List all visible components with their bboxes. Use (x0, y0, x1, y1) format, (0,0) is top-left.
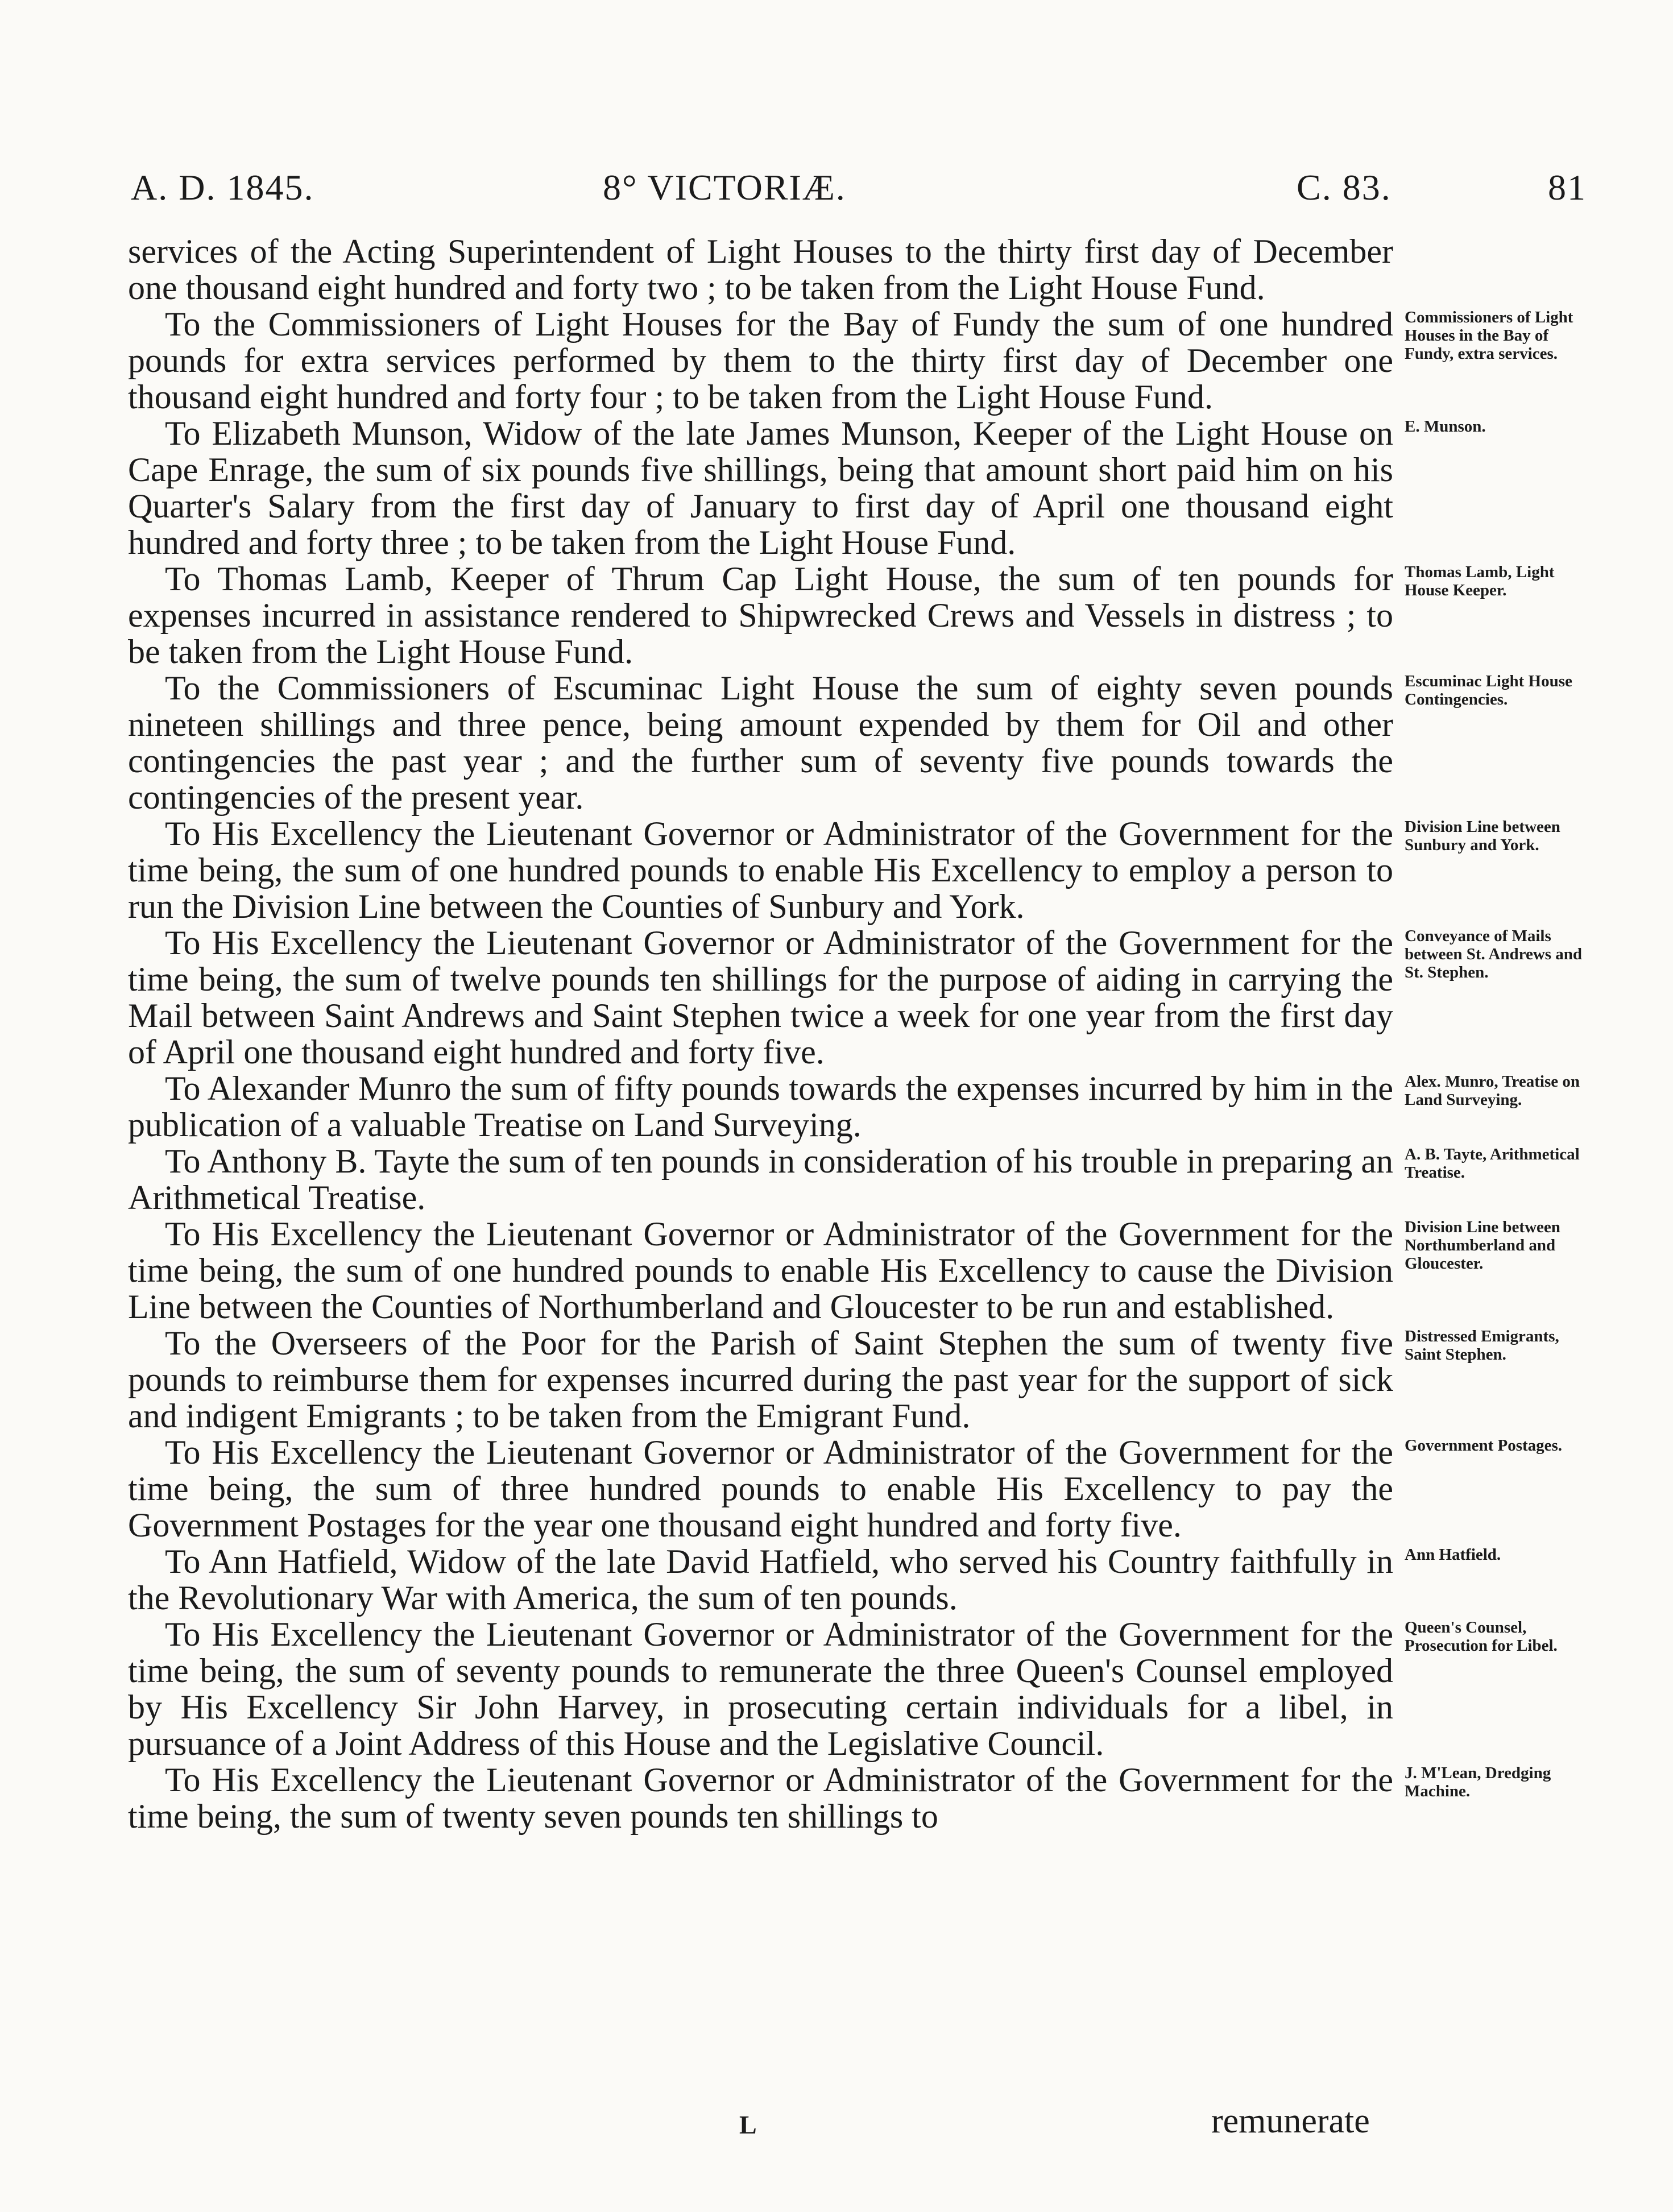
header-chapter: C. 83. (1297, 167, 1392, 208)
paragraph: To His Excellency the Lieutenant Governor or Administrator of the Government for the time being, the sum of one hundred pounds to enable His Excellency to employ a person to run the Division Line between the Counties of Sunbury and York. (128, 815, 1393, 925)
margin-note: Government Postages. (1405, 1436, 1563, 1455)
margin-note: Division Line between Sunbury and York. (1405, 818, 1560, 854)
paragraph: To Thomas Lamb, Keeper of Thrum Cap Light House, the sum of ten pounds for expenses incurred in assistance rendered to Shipwrecked Crews and Vessels in distress ; to be taken from the Light House Fund. (128, 560, 1393, 670)
page-number: 81 (1548, 167, 1587, 208)
paragraph: To His Excellency the Lieutenant Governor or Administrator of the Government for the time being, the sum of seventy pounds to remunerate the three Queen's Counsel employed by His Excellency Sir John Harvey, in prosecuting certain individuals for a libel, in pursuance of a Joint Address of this House and the Legislative Council. (128, 1615, 1393, 1762)
signature-mark: L (739, 2110, 758, 2139)
margin-note: Commissioners of Light Houses in the Bay of Fundy, extra services. (1405, 308, 1573, 363)
paragraph: To Anthony B. Tayte the sum of ten pounds in consideration of his trouble in preparing an Arithmetical Treatise. (128, 1142, 1393, 1216)
margin-note: J. M'Lean, Dredging Machine. (1405, 1764, 1551, 1800)
margin-note: Division Line between Northumberland and Gloucester. (1405, 1218, 1560, 1273)
running-header (131, 162, 1587, 213)
margin-note: E. Munson. (1405, 417, 1486, 436)
paragraph: services of the Acting Superintendent of Light Houses to the thirty first day of December one thousand eight hundred and forty two ; to be taken from the Light House Fund. (128, 233, 1393, 306)
paragraph: To Ann Hatfield, Widow of the late David Hatfield, who served his Country faithfully in the Revolutionary War with America, the sum of ten pounds. (128, 1543, 1393, 1617)
paragraph: To the Overseers of the Poor for the Parish of Saint Stephen the sum of twenty five pounds to reimburse them for expenses incurred during the past year for the support of sick and indigent Emigrants ; to be taken from the Emigrant Fund. (128, 1324, 1393, 1435)
margin-note: Escuminac Light House Contingencies. (1405, 672, 1572, 709)
margin-note: Alex. Munro, Treatise on Land Surveying. (1405, 1072, 1580, 1109)
header-year: A. D. 1845. (131, 167, 314, 208)
paragraph: To His Excellency the Lieutenant Governor or Administrator of the Government for the time being, the sum of twelve pounds ten shillings for the purpose of aiding in carrying the Mail between Saint Andrews and Saint Stephen twice a week for one year from the first day of April one thousand eight hundred and forty five. (128, 924, 1393, 1071)
paragraph: To His Excellency the Lieutenant Governor or Administrator of the Government for the time being, the sum of twenty seven pounds ten shillings to (128, 1761, 1393, 1835)
margin-note: A. B. Tayte, Arithmetical Treatise. (1405, 1145, 1580, 1182)
margin-note: Thomas Lamb, Light House Keeper. (1405, 563, 1555, 599)
paragraph: To the Commissioners of Escuminac Light House the sum of eighty seven pounds nineteen shillings and three pence, being amount expended by them for Oil and other contingencies the past year ; and the further sum of seventy five pounds towards the contingencies of the present year. (128, 669, 1393, 816)
margin-note: Distressed Emigrants, Saint Stephen. (1405, 1327, 1559, 1364)
paragraph: To Elizabeth Munson, Widow of the late James Munson, Keeper of the Light House on Cape Enrage, the sum of six pounds five shillings, being that amount short paid him on his Quarter's Salary from the first day of January to first day of April one thousand eight hundred and forty three ; to be taken from the Light House Fund. (128, 415, 1393, 561)
margin-note: Ann Hatfield. (1405, 1546, 1501, 1564)
paragraph: To Alexander Munro the sum of fifty pounds towards the expenses incurred by him in the publication of a valuable Treatise on Land Surveying. (128, 1070, 1393, 1144)
paragraph: To the Commissioners of Light Houses for the Bay of Fundy the sum of one hundred pounds for extra services performed by them to the thirty first day of December one thousand eight hundred and forty four ; to be taken from the Light House Fund. (128, 305, 1393, 416)
paragraph: To His Excellency the Lieutenant Governor or Administrator of the Government for the time being, the sum of one hundred pounds to enable His Excellency to cause the Division Line between the Counties of Northumberland and Gloucester to be run and established. (128, 1215, 1393, 1325)
catchword: remunerate (1211, 2102, 1370, 2140)
margin-note: Queen's Counsel, Prosecution for Libel. (1405, 1618, 1558, 1655)
paragraph: To His Excellency the Lieutenant Governor or Administrator of the Government for the time being, the sum of three hundred pounds to enable His Excellency to pay the Government Postages for the year one thousand eight hundred and forty five. (128, 1434, 1393, 1544)
margin-note: Conveyance of Mails between St. Andrews and St. Stephen. (1405, 927, 1583, 981)
body-text (128, 233, 1393, 1834)
header-reign: 8° VICTORIÆ. (603, 167, 846, 208)
